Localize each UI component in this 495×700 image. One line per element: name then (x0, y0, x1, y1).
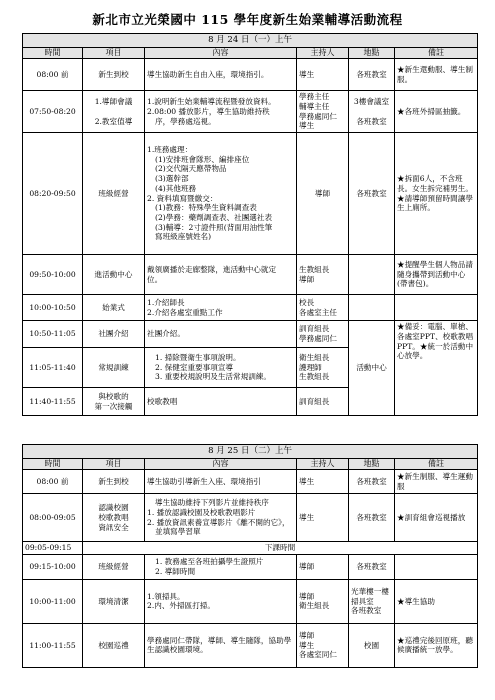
location-cell: 各班教室 (349, 133, 395, 255)
header-location: 地點 (349, 459, 395, 470)
host-cell: 訓育組長 (297, 388, 349, 416)
table-row (23, 295, 478, 321)
item-cell: 校園巡禮 (83, 623, 145, 667)
table-row (23, 494, 478, 542)
note-cell: ★新生制服、導生運動服 (395, 470, 478, 494)
table-row (23, 623, 478, 667)
host-cell: 導生 (297, 470, 349, 494)
break-label: 下課時間 (83, 542, 478, 555)
document-title: 新北市立光榮國中 115 學年度新生始業輔導活動流程 (92, 12, 403, 27)
table-row-break (23, 542, 478, 555)
header-host: 主持人 (297, 48, 349, 59)
item-cell: 環境清潔 (83, 579, 145, 623)
host-cell: 導師 (297, 554, 349, 579)
time-cell: 11:05-11:40 (23, 348, 83, 388)
header-content: 內容 (145, 459, 297, 470)
item-cell: 社團介紹 (83, 321, 145, 348)
header-note: 備註 (395, 48, 478, 59)
header-location: 地點 (349, 48, 395, 59)
header-host: 主持人 (297, 459, 349, 470)
note-cell: ★拆面6人，不含班長。女生拆完補男生。★請導師預留時間讓學生上廁所。 (395, 133, 478, 255)
table-row (23, 579, 478, 623)
table-row (23, 255, 478, 295)
time-cell: 11:40-11:55 (23, 388, 83, 416)
content-cell: 1.領掃具。 2.内、外掃區打掃。 (145, 579, 297, 623)
table-row (23, 91, 478, 133)
content-cell: 導生協助新生自由入座，環境指引。 (145, 59, 297, 91)
note-cell: ★導生協助 (395, 579, 478, 623)
note-cell: ★巡禮完後回原班，聽候廣播統一放學。 (395, 623, 478, 667)
header-item: 項目 (83, 48, 145, 59)
item-cell: 認識校園 校歌教唱 資訊安全 (83, 494, 145, 542)
item-cell: 新生到校 (83, 470, 145, 494)
host-cell: 導生 (297, 59, 349, 91)
host-cell: 學務主任 輔導主任 學務處同仁 導生 (297, 91, 349, 133)
time-cell: 10:00-11:00 (23, 579, 83, 623)
host-cell: 生教組長 導師 (297, 255, 349, 295)
day2-date-header: 8 月 25 日（二）上午 (23, 445, 478, 459)
time-cell: 08:00 前 (23, 59, 83, 91)
table-row (23, 133, 478, 255)
day2-column-headers (23, 459, 478, 470)
item-cell: 進活動中心 (83, 255, 145, 295)
day2-schedule-table (22, 444, 478, 668)
table-row (23, 321, 478, 348)
location-cell (349, 255, 395, 295)
day1-schedule-table (22, 33, 478, 416)
content-cell: 社團介紹。 (145, 321, 297, 348)
day1-date-header: 8 月 24 日（一）上午 (23, 34, 478, 48)
table-row (23, 59, 478, 91)
host-cell: 導師 導生 各處室同仁 (297, 623, 349, 667)
content-cell: 校歌教唱 (145, 388, 297, 416)
time-cell: 10:50-11:05 (23, 321, 83, 348)
time-cell: 09:15-10:00 (23, 554, 83, 579)
item-cell: 1.導師會議 2.教室值導 (83, 91, 145, 133)
time-cell: 08:00 前 (23, 470, 83, 494)
header-time: 時間 (23, 459, 83, 470)
host-cell: 導師 (297, 133, 349, 255)
content-cell: 1.介紹師長 2.介紹各處室重點工作 (145, 295, 297, 321)
location-cell: 各班教室 (349, 494, 395, 542)
location-cell: 3樓會議室 各班教室 (349, 91, 395, 133)
note-cell (395, 554, 478, 579)
note-cell: ★新生還動服、導生制服。 (395, 59, 478, 91)
location-cell: 光華樓一樓 掃具室 各班教室 (349, 579, 395, 623)
content-cell: 1.班務處理： (1)安排班會隊形、編排座位 (2)交代隔天應帶物品 (3)選幹部 (4)其他班務 2. 資料填寫暨繳交： (1)教務：特殊學生資料調查表 (2)學務：藥劑調查表、社團選社表 (3)輔導：2寸證件照(背面用油性筆 寫班級座號姓名) (145, 133, 297, 255)
time-cell: 08:00-09:05 (23, 494, 83, 542)
location-cell: 校園 (349, 623, 395, 667)
item-cell: 班級經營 (83, 554, 145, 579)
item-cell: 始業式 (83, 295, 145, 321)
item-cell: 與校歌的 第一次接觸 (83, 388, 145, 416)
host-cell: 導師 衛生組長 (297, 579, 349, 623)
content-cell: 1. 掃除暨衛生事項說明。 2. 保健室重要事項宣導 3. 重要校規說明及生活常規訓練。 (145, 348, 297, 388)
item-cell: 班級經營 (83, 133, 145, 255)
content-cell: 學務處同仁帶隊，導師、導生隨隊，協助學 生認識校園環境。 (145, 623, 297, 667)
header-note: 備註 (395, 459, 478, 470)
location-cell: 活動中心 (349, 321, 395, 416)
time-cell: 09:50-10:00 (23, 255, 83, 295)
item-cell: 常規訓練 (83, 348, 145, 388)
location-cell: 各班教室 (349, 470, 395, 494)
host-cell: 衛生組長 護理師 生教組長 (297, 348, 349, 388)
content-cell: 1.說明新生始業輔導流程暨發放資料。 2.08:00 播放影片，導生協助維持秩 序，學務處巡視。 (145, 91, 297, 133)
note-cell: ★備妥：電腦、單槍、各處室PPT、校歌教唱PPT。★統一於活動中心放學。 (395, 321, 478, 416)
note-cell: ★訓育組會巡視播放 (395, 494, 478, 542)
host-cell: 校長 各處室主任 (297, 295, 349, 321)
time-cell: 11:00-11:55 (23, 623, 83, 667)
content-cell: 導生協助維持下列影片並維持秩序 1. 播放認識校園及校歌教唱影片 2. 播放資訊素養宣導影片《離不開的它》， 並填寫學習單 (145, 494, 297, 542)
location-cell: 各班教室 (349, 554, 395, 579)
time-cell: 10:00-10:50 (23, 295, 83, 321)
host-cell: 訓育組長 學務處同仁 (297, 321, 349, 348)
note-cell: ★各班外掃區抽籤。 (395, 91, 478, 133)
time-cell: 07:50-08:20 (23, 91, 83, 133)
location-cell (349, 295, 395, 321)
table-row (23, 554, 478, 579)
content-cell: 戴領廣播於走廊整隊，進活動中心就定 位。 (145, 255, 297, 295)
location-cell: 各班教室 (349, 59, 395, 91)
header-content: 內容 (145, 48, 297, 59)
note-cell (395, 295, 478, 321)
table-row (23, 470, 478, 494)
content-cell: 1. 教務處至各班拍攝學生證照片 2. 導師時間 (145, 554, 297, 579)
header-time: 時間 (23, 48, 83, 59)
time-cell: 09:05-09:15 (23, 542, 83, 555)
header-item: 項目 (83, 459, 145, 470)
note-cell: ★提醒學生個人物品請隨身攜帶到活動中心(帶書包)。 (395, 255, 478, 295)
content-cell: 導生協助引導新生入座、環境指引 (145, 470, 297, 494)
time-cell: 08:20-09:50 (23, 133, 83, 255)
item-cell: 新生到校 (83, 59, 145, 91)
host-cell: 導生 (297, 494, 349, 542)
day1-column-headers (23, 48, 478, 59)
